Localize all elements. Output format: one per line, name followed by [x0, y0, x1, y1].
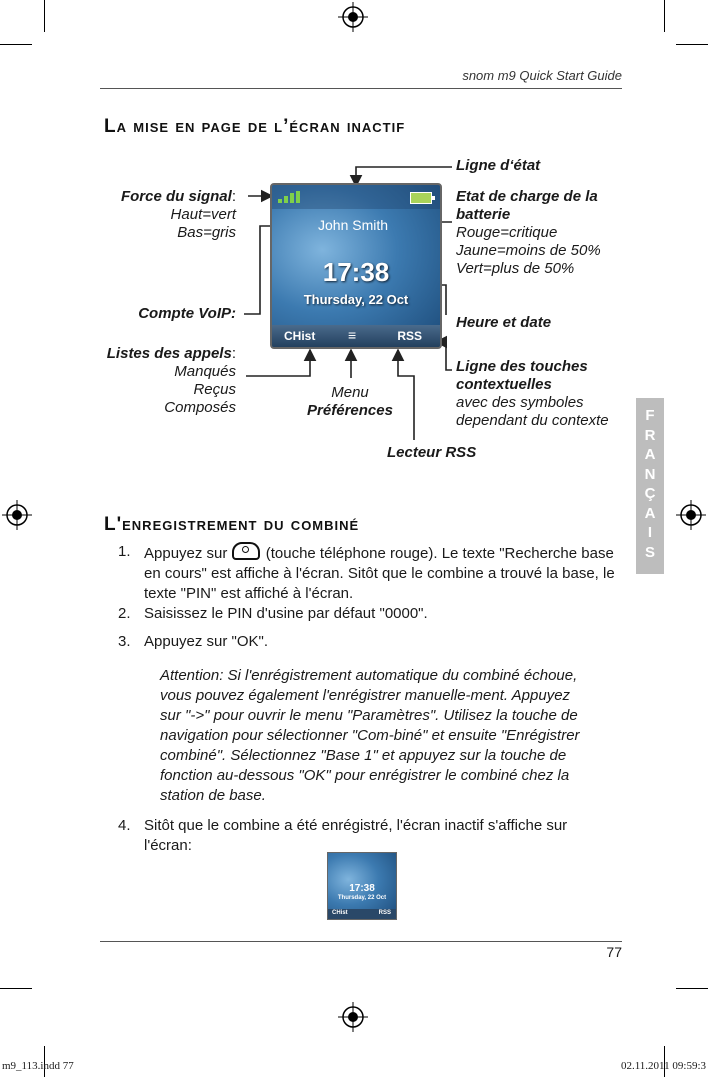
- phone-red-key-icon: [232, 542, 260, 560]
- clock-time: 17:38: [322, 257, 390, 287]
- preferences-text: Préférences: [307, 402, 393, 419]
- small-clock-date: Thursday, 22 Oct: [337, 895, 387, 901]
- crop-mark: [0, 988, 32, 989]
- softkey-call-history[interactable]: CHist: [284, 329, 316, 343]
- crop-mark: [44, 0, 45, 32]
- call-lists-label: Listes des appels: Manqués Reçus Composés: [106, 345, 236, 416]
- signal-label: Force du signal: Haut=vert Bas=gris: [120, 188, 236, 241]
- battery-red: Rouge=critique: [456, 224, 558, 241]
- print-slug-file: m9_113.indd 77: [2, 1060, 74, 1072]
- phone-idle-screen: [270, 183, 442, 349]
- language-tab-letter: S: [644, 543, 655, 561]
- step-number: 3.: [118, 633, 131, 650]
- softkey-line-label: [456, 358, 626, 430]
- registration-mark-icon: [338, 1002, 368, 1032]
- step-text-part: Appuyez sur: [144, 545, 228, 562]
- print-slug-date: 02.11.2011 09:59:3: [620, 1060, 706, 1072]
- signal-high: Haut=vert: [170, 206, 236, 223]
- registration-note: Attention: Si l'enrégistrement automatique du combiné échoue, vous pouvez également l'enrégistrer manuelle-ment. Appuyez sur "->" pour ouvrir le menu "Paramètres". Utilisez la touche de navigation pour sélectionner "Com-biné" et ensuite "Enrégistrer combiné". Sélectionnez "Base 1" et appuyez sur la touche de fonction au-dessous "OK" pour enrégistrer le combiné chez la station de base.: [160, 667, 580, 804]
- small-phone-idle-screen: [327, 852, 397, 920]
- menu-icon[interactable]: ≡: [348, 327, 357, 343]
- clock-date: Thursday, 22 Oct: [303, 292, 409, 307]
- call-lists-received: Reçus: [193, 381, 236, 398]
- crop-mark: [0, 44, 32, 45]
- battery-yellow: Jaune=moins de 50%: [456, 242, 601, 259]
- language-tab: [636, 398, 664, 574]
- language-tab-letter: R: [644, 426, 656, 444]
- signal-strength-icon: [278, 191, 304, 203]
- call-lists-title: Listes des appels: [106, 345, 232, 362]
- softkey-rss[interactable]: RSS: [397, 329, 422, 343]
- section-title-registration: L'enregistrement du combiné: [104, 514, 360, 535]
- registration-mark-icon: [676, 500, 706, 530]
- small-softkey-left: CHist: [332, 910, 348, 916]
- step-text: Saisissez le PIN d'usine par défaut "0000".: [144, 605, 428, 622]
- step-text: [144, 542, 624, 604]
- softkey-line-title: Ligne des touches contextuelles: [456, 358, 588, 393]
- call-lists-missed: Manqués: [174, 363, 236, 380]
- guide-title: snom m9 Quick Start Guide: [462, 68, 622, 83]
- voip-account-name: John Smith: [318, 217, 389, 233]
- step-text-part: (touche téléphone rouge). Le texte "Recherche base en cours" est affiche à l'écran. Sitôt que le combine a trouvé la base, le texte "PIN" est affiché à l'écran.: [144, 545, 615, 602]
- language-tab-letter: A: [644, 446, 656, 463]
- step-number: 4.: [118, 817, 131, 834]
- small-softkey-bar: [328, 909, 396, 919]
- menu-label: [280, 384, 420, 420]
- language-tab-letter: N: [644, 465, 656, 483]
- menu-text: Menu: [331, 384, 369, 401]
- softkey-bar: [272, 325, 440, 347]
- status-bar: [272, 185, 440, 209]
- small-softkey-right: RSS: [378, 910, 391, 916]
- footer-divider: [100, 941, 622, 942]
- registration-mark-icon: [2, 500, 32, 530]
- step-number: 2.: [118, 605, 131, 622]
- language-tab-letter: A: [644, 504, 656, 522]
- softkey-line-sub1: avec des symboles: [456, 394, 584, 411]
- battery-title: Etat de charge de la batterie: [456, 188, 598, 223]
- page-number: 77: [606, 944, 622, 960]
- step-number: 1.: [118, 543, 131, 560]
- crop-mark: [676, 44, 708, 45]
- crop-mark: [676, 988, 708, 989]
- status-line-label: Ligne d‘état: [456, 157, 541, 174]
- language-tab-letter: F: [645, 407, 655, 424]
- signal-title: Force du signal: [120, 188, 232, 205]
- call-lists-dialed: Composés: [164, 399, 236, 416]
- small-clock-time: 17:38: [349, 883, 375, 894]
- softkey-line-sub2: dependant du contexte: [456, 412, 609, 429]
- voip-label: Compte VoIP:: [138, 305, 236, 322]
- section-title-idle-screen: La mise en page de l’écran inactif: [104, 116, 406, 137]
- step-text: Appuyez sur "OK".: [144, 633, 269, 650]
- battery-icon: [410, 192, 432, 204]
- language-tab-letter: Ç: [644, 485, 656, 502]
- battery-label: [456, 188, 626, 278]
- language-tab-letter: I: [647, 524, 653, 541]
- crop-mark: [664, 0, 665, 32]
- registration-mark-icon: [338, 2, 368, 32]
- battery-green: Vert=plus de 50%: [456, 260, 575, 277]
- rss-reader-label: Lecteur RSS: [387, 444, 477, 461]
- signal-low: Bas=gris: [177, 224, 236, 241]
- time-date-label: Heure et date: [456, 314, 552, 331]
- step-text: Sitôt que le combine a été enrégistré, l'écran inactif s'affiche sur l'écran:: [144, 817, 568, 854]
- header-divider: [100, 88, 622, 89]
